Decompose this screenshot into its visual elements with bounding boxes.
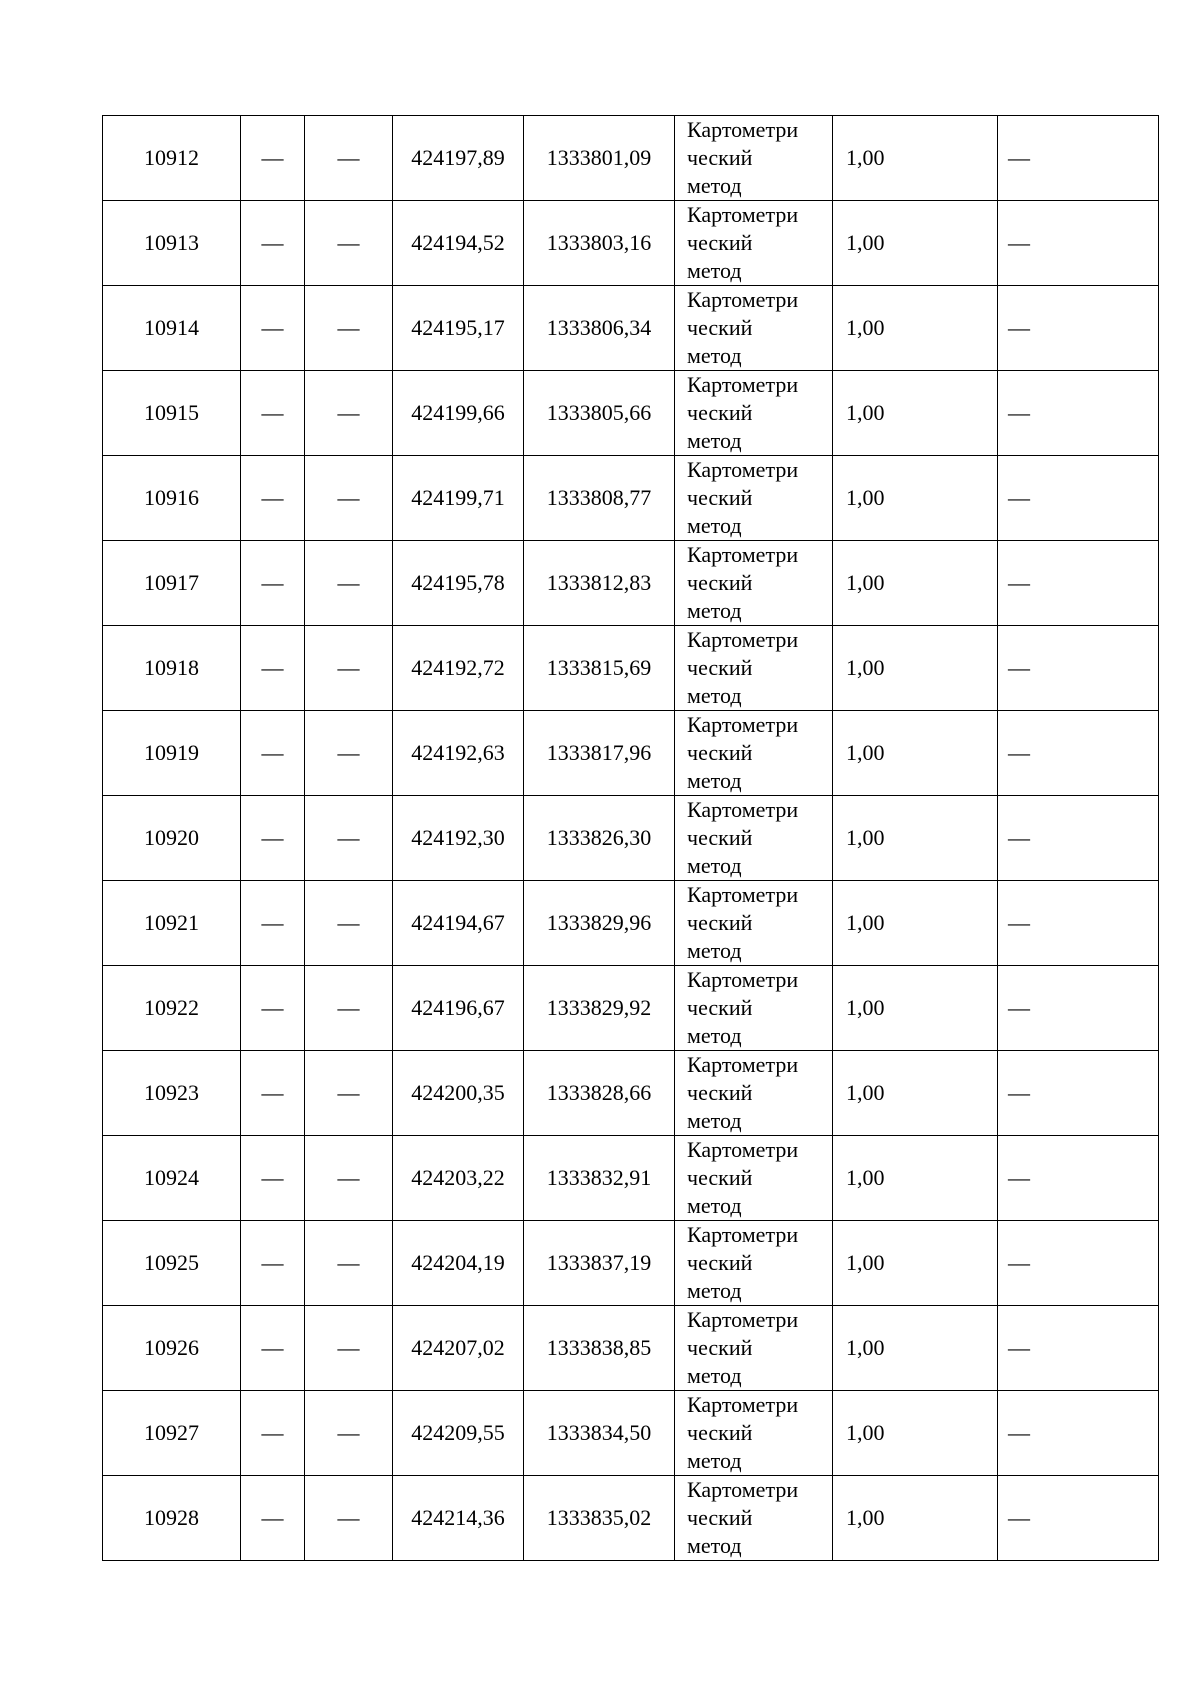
coordinate-y-cell: 1333829,92 [524,966,675,1051]
coordinate-x-cell: 424194,67 [393,881,524,966]
method-text-line: метод [687,1193,742,1218]
method-text-line: метод [687,258,742,283]
method-text-line: метод [687,173,742,198]
method-text-line: ческий [687,1250,753,1275]
method-text-line: ческий [687,315,753,340]
method-text-line: ческий [687,825,753,850]
coordinate-x-cell: 424194,52 [393,201,524,286]
point-number-cell: 10912 [103,116,241,201]
method-text-line: метод [687,938,742,963]
coordinate-y-cell: 1333837,19 [524,1221,675,1306]
method-cell [675,286,833,371]
method-cell [675,1136,833,1221]
accuracy-cell: 1,00 [833,966,998,1051]
accuracy-cell: 1,00 [833,796,998,881]
method-text-line: метод [687,1023,742,1048]
accuracy-cell: 1,00 [833,286,998,371]
method-text-line: метод [687,683,742,708]
coordinate-x-cell: 424192,72 [393,626,524,711]
coordinate-x-cell: 424209,55 [393,1391,524,1476]
coordinate-y-cell: 1333808,77 [524,456,675,541]
method-text-line: Картометри [687,1307,799,1332]
accuracy-cell: 1,00 [833,1136,998,1221]
accuracy-cell: 1,00 [833,1476,998,1561]
point-number-cell: 10928 [103,1476,241,1561]
method-text-line: Картометри [687,1477,799,1502]
coordinate-y-cell: 1333806,34 [524,286,675,371]
empty-value-cell: — [241,456,305,541]
empty-value-cell: — [305,541,393,626]
coordinate-y-cell: 1333834,50 [524,1391,675,1476]
point-number-cell: 10915 [103,371,241,456]
method-text-line: метод [687,343,742,368]
empty-value-cell: — [241,1051,305,1136]
coordinate-x-cell: 424200,35 [393,1051,524,1136]
coordinate-y-cell: 1333803,16 [524,201,675,286]
empty-value-cell: — [998,966,1159,1051]
method-cell [675,1051,833,1136]
point-number-cell: 10923 [103,1051,241,1136]
accuracy-cell: 1,00 [833,881,998,966]
method-text-line: метод [687,598,742,623]
method-text-line: ческий [687,1165,753,1190]
empty-value-cell: — [305,711,393,796]
coordinates-table [102,115,1159,1561]
coordinate-y-cell: 1333829,96 [524,881,675,966]
method-cell [675,116,833,201]
method-cell [675,1391,833,1476]
table-row [103,881,1159,966]
table-row [103,201,1159,286]
table-row [103,286,1159,371]
accuracy-cell: 1,00 [833,1221,998,1306]
method-text-line: ческий [687,995,753,1020]
table-row [103,541,1159,626]
method-text-line: Картометри [687,712,799,737]
empty-value-cell: — [998,541,1159,626]
method-cell [675,796,833,881]
empty-value-cell: — [305,1221,393,1306]
table-row [103,1391,1159,1476]
method-text-line: ческий [687,400,753,425]
method-cell [675,711,833,796]
coordinate-x-cell: 424195,17 [393,286,524,371]
empty-value-cell: — [998,1306,1159,1391]
table-row [103,1306,1159,1391]
method-text-line: ческий [687,740,753,765]
method-text-line: Картометри [687,1222,799,1247]
empty-value-cell: — [305,371,393,456]
method-text-line: метод [687,1108,742,1133]
empty-value-cell: — [998,201,1159,286]
empty-value-cell: — [998,456,1159,541]
coordinate-y-cell: 1333817,96 [524,711,675,796]
method-text-line: ческий [687,1420,753,1445]
empty-value-cell: — [998,1136,1159,1221]
coordinate-x-cell: 424192,30 [393,796,524,881]
empty-value-cell: — [241,881,305,966]
coordinate-x-cell: 424195,78 [393,541,524,626]
method-text-line: ческий [687,570,753,595]
method-text-line: ческий [687,1505,753,1530]
method-text-line: ческий [687,485,753,510]
coordinate-y-cell: 1333828,66 [524,1051,675,1136]
method-text-line: ческий [687,145,753,170]
method-text-line: Картометри [687,202,799,227]
empty-value-cell: — [998,626,1159,711]
method-text-line: метод [687,513,742,538]
empty-value-cell: — [998,711,1159,796]
table-row [103,1221,1159,1306]
accuracy-cell: 1,00 [833,1306,998,1391]
method-cell [675,201,833,286]
point-number-cell: 10921 [103,881,241,966]
point-number-cell: 10913 [103,201,241,286]
table-row [103,116,1159,201]
coordinate-x-cell: 424196,67 [393,966,524,1051]
coordinate-y-cell: 1333826,30 [524,796,675,881]
accuracy-cell: 1,00 [833,1051,998,1136]
point-number-cell: 10924 [103,1136,241,1221]
table-row [103,1476,1159,1561]
point-number-cell: 10920 [103,796,241,881]
coordinate-y-cell: 1333815,69 [524,626,675,711]
method-text-line: Картометри [687,542,799,567]
method-text-line: Картометри [687,1137,799,1162]
table-row [103,711,1159,796]
empty-value-cell: — [241,1221,305,1306]
accuracy-cell: 1,00 [833,201,998,286]
table-row [103,456,1159,541]
method-text-line: метод [687,1448,742,1473]
coordinate-y-cell: 1333812,83 [524,541,675,626]
empty-value-cell: — [998,881,1159,966]
coordinate-y-cell: 1333801,09 [524,116,675,201]
accuracy-cell: 1,00 [833,1391,998,1476]
coordinate-x-cell: 424199,66 [393,371,524,456]
method-cell [675,1221,833,1306]
coordinate-y-cell: 1333832,91 [524,1136,675,1221]
coordinate-y-cell: 1333835,02 [524,1476,675,1561]
method-text-line: Картометри [687,797,799,822]
coordinate-y-cell: 1333838,85 [524,1306,675,1391]
method-cell [675,626,833,711]
table-row [103,1051,1159,1136]
empty-value-cell: — [241,116,305,201]
empty-value-cell: — [305,881,393,966]
empty-value-cell: — [305,1306,393,1391]
empty-value-cell: — [241,286,305,371]
coordinate-x-cell: 424203,22 [393,1136,524,1221]
method-cell [675,966,833,1051]
accuracy-cell: 1,00 [833,116,998,201]
table-row [103,1136,1159,1221]
accuracy-cell: 1,00 [833,456,998,541]
point-number-cell: 10919 [103,711,241,796]
accuracy-cell: 1,00 [833,626,998,711]
empty-value-cell: — [241,371,305,456]
empty-value-cell: — [241,1306,305,1391]
method-text-line: метод [687,428,742,453]
point-number-cell: 10916 [103,456,241,541]
point-number-cell: 10922 [103,966,241,1051]
table-row [103,966,1159,1051]
empty-value-cell: — [305,796,393,881]
empty-value-cell: — [305,116,393,201]
empty-value-cell: — [241,796,305,881]
method-text-line: ческий [687,1335,753,1360]
coordinate-x-cell: 424199,71 [393,456,524,541]
empty-value-cell: — [241,201,305,286]
table-row [103,796,1159,881]
empty-value-cell: — [305,1051,393,1136]
empty-value-cell: — [998,1221,1159,1306]
method-text-line: Картометри [687,287,799,312]
method-text-line: метод [687,1533,742,1558]
method-text-line: ческий [687,1080,753,1105]
empty-value-cell: — [305,626,393,711]
empty-value-cell: — [305,1391,393,1476]
point-number-cell: 10914 [103,286,241,371]
method-text-line: Картометри [687,1052,799,1077]
empty-value-cell: — [998,1051,1159,1136]
method-text-line: метод [687,1363,742,1388]
coordinate-x-cell: 424192,63 [393,711,524,796]
empty-value-cell: — [305,201,393,286]
table-row [103,371,1159,456]
coordinate-x-cell: 424204,19 [393,1221,524,1306]
point-number-cell: 10927 [103,1391,241,1476]
empty-value-cell: — [998,371,1159,456]
method-cell [675,541,833,626]
method-text-line: метод [687,853,742,878]
empty-value-cell: — [241,966,305,1051]
empty-value-cell: — [305,966,393,1051]
method-text-line: Картометри [687,627,799,652]
empty-value-cell: — [998,116,1159,201]
accuracy-cell: 1,00 [833,541,998,626]
empty-value-cell: — [241,626,305,711]
empty-value-cell: — [241,1391,305,1476]
coordinate-x-cell: 424214,36 [393,1476,524,1561]
method-cell [675,1306,833,1391]
method-text-line: Картометри [687,882,799,907]
point-number-cell: 10917 [103,541,241,626]
accuracy-cell: 1,00 [833,711,998,796]
empty-value-cell: — [241,1136,305,1221]
empty-value-cell: — [998,286,1159,371]
method-cell [675,371,833,456]
empty-value-cell: — [305,1476,393,1561]
point-number-cell: 10918 [103,626,241,711]
method-text-line: Картометри [687,117,799,142]
coordinate-x-cell: 424197,89 [393,116,524,201]
point-number-cell: 10926 [103,1306,241,1391]
method-text-line: Картометри [687,967,799,992]
table-row [103,626,1159,711]
method-text-line: Картометри [687,372,799,397]
method-cell [675,1476,833,1561]
coordinate-x-cell: 424207,02 [393,1306,524,1391]
empty-value-cell: — [305,286,393,371]
point-number-cell: 10925 [103,1221,241,1306]
coordinate-y-cell: 1333805,66 [524,371,675,456]
method-cell [675,881,833,966]
accuracy-cell: 1,00 [833,371,998,456]
empty-value-cell: — [241,711,305,796]
coordinates-table-body [103,116,1159,1561]
empty-value-cell: — [241,1476,305,1561]
method-text-line: ческий [687,230,753,255]
method-cell [675,456,833,541]
empty-value-cell: — [998,1391,1159,1476]
empty-value-cell: — [305,456,393,541]
method-text-line: ческий [687,655,753,680]
method-text-line: Картометри [687,1392,799,1417]
method-text-line: Картометри [687,457,799,482]
method-text-line: ческий [687,910,753,935]
empty-value-cell: — [241,541,305,626]
method-text-line: метод [687,768,742,793]
empty-value-cell: — [305,1136,393,1221]
empty-value-cell: — [998,1476,1159,1561]
method-text-line: метод [687,1278,742,1303]
empty-value-cell: — [998,796,1159,881]
